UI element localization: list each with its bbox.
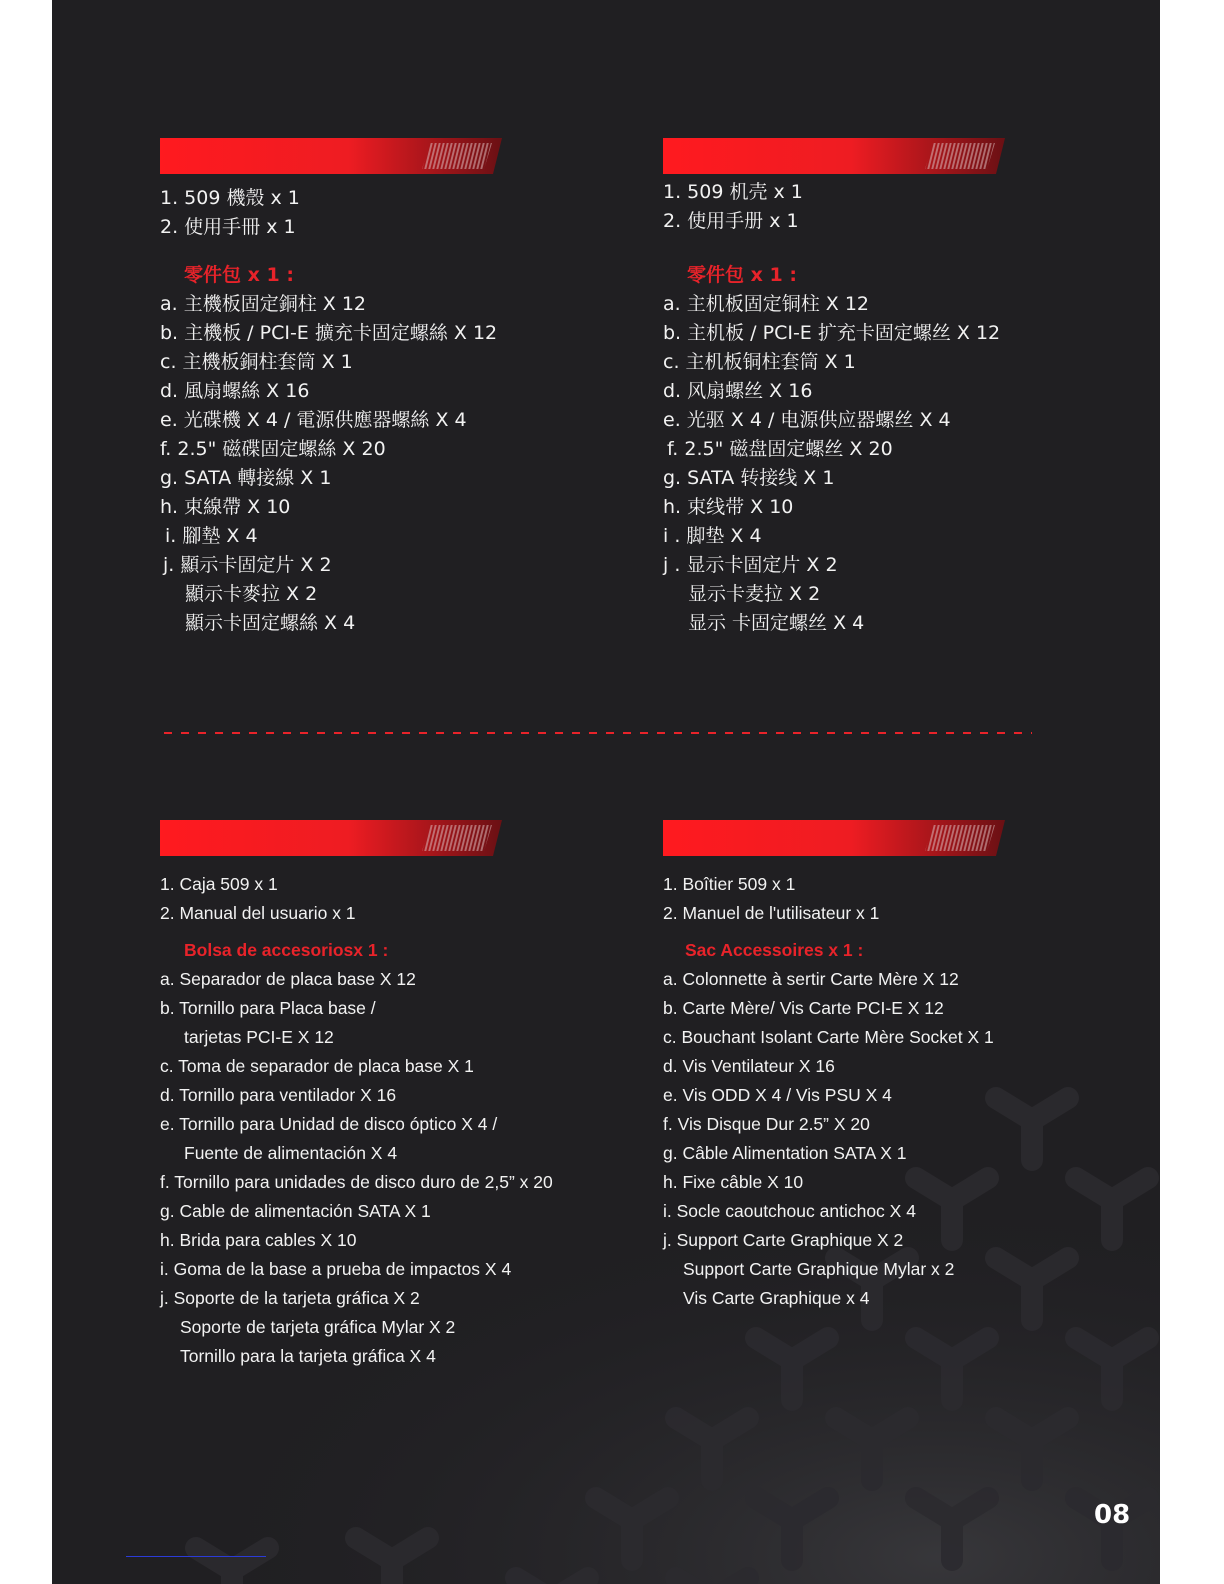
list-item: d. 風扇螺絲 X 16	[160, 380, 310, 402]
list-item: 1. Caja 509 x 1	[160, 874, 278, 894]
accessory-bag-title: Bolsa de accesoriosx 1 :	[184, 940, 389, 960]
list-item: h. 束線帶 X 10	[160, 496, 291, 518]
list-item: e. Vis ODD X 4 / Vis PSU X 4	[663, 1085, 892, 1105]
list-item: f. 2.5" 磁盘固定螺丝 X 20	[667, 438, 893, 460]
section-simplified-chinese	[663, 138, 1005, 638]
list-item: b. Tornillo para Placa base /	[160, 998, 376, 1018]
list-item: g. Cable de alimentación SATA X 1	[160, 1201, 431, 1221]
list-item: h. Fixe câble X 10	[663, 1172, 804, 1192]
list-item: b. 主机板 / PCI-E 扩充卡固定螺丝 X 12	[663, 322, 1001, 344]
list-item: e. 光驱 X 4 / 电源供应器螺丝 X 4	[663, 409, 951, 431]
list-item: 显示卡麦拉 X 2	[688, 583, 821, 605]
list-item: a. 主机板固定铜柱 X 12	[663, 293, 869, 315]
list-item: Fuente de alimentación X 4	[184, 1143, 398, 1163]
list-item: 2. Manuel de l'utilisateur x 1	[663, 903, 880, 923]
section-header-bar	[663, 820, 1005, 856]
footer-rule	[126, 1556, 266, 1557]
list-item: d. 风扇螺丝 X 16	[663, 380, 813, 402]
list-item: j. Soporte de la tarjeta gráfica X 2	[160, 1288, 420, 1308]
list-item: g. SATA 转接线 X 1	[663, 467, 835, 489]
list-item: tarjetas PCI-E X 12	[184, 1027, 334, 1047]
list-item: h. 束线带 X 10	[663, 496, 794, 518]
list-item: f. 2.5" 磁碟固定螺絲 X 20	[160, 438, 386, 460]
list-item: 1. Boîtier 509 x 1	[663, 874, 796, 894]
list-item: 2. 使用手冊 x 1	[160, 216, 296, 238]
list-item: g. Câble Alimentation SATA X 1	[663, 1143, 907, 1163]
page-number: 08	[1094, 1500, 1131, 1530]
list-item: Vis Carte Graphique x 4	[683, 1288, 870, 1308]
list-item: i. Goma de la base a prueba de impactos X 4	[160, 1259, 512, 1279]
section-french	[663, 820, 1005, 1313]
list-item: c. 主机板铜柱套筒 X 1	[663, 351, 856, 373]
accessory-bag-title: 零件包 x 1 :	[687, 264, 797, 286]
dashed-divider	[164, 732, 1032, 734]
list-item: d. Vis Ventilateur X 16	[663, 1056, 835, 1076]
list-item: j. 顯示卡固定片 X 2	[163, 554, 332, 576]
list-item: 显示 卡固定螺丝 X 4	[688, 612, 865, 634]
list-item: c. Toma de separador de placa base X 1	[160, 1056, 474, 1076]
list-item: a. Separador de placa base X 12	[160, 969, 416, 989]
list-item: i. 腳墊 X 4	[165, 525, 258, 547]
list-item: c. 主機板銅柱套筒 X 1	[160, 351, 353, 373]
section-header-bar	[160, 138, 502, 174]
manual-page	[52, 0, 1160, 1584]
list-item: f. Vis Disque Dur 2.5” X 20	[663, 1114, 870, 1134]
list-item: f. Tornillo para unidades de disco duro de 2,5” x 20	[160, 1172, 553, 1192]
list-item: 顯示卡固定螺絲 X 4	[185, 612, 356, 634]
list-item: c. Bouchant Isolant Carte Mère Socket X 1	[663, 1027, 994, 1047]
list-item: g. SATA 轉接線 X 1	[160, 467, 332, 489]
list-item: Tornillo para la tarjeta gráfica X 4	[180, 1346, 436, 1366]
list-item: h. Brida para cables X 10	[160, 1230, 357, 1250]
list-item: 1. 509 机壳 x 1	[663, 181, 803, 203]
section-header-bar	[663, 138, 1005, 174]
list-item: a. 主機板固定銅柱 X 12	[160, 293, 366, 315]
section-header-bar	[160, 820, 502, 856]
list-item: e. Tornillo para Unidad de disco óptico X 4 /	[160, 1114, 498, 1134]
accessory-bag-title: Sac Accessoires x 1 :	[685, 940, 864, 960]
list-item: Support Carte Graphique Mylar x 2	[683, 1259, 955, 1279]
list-item: e. 光碟機 X 4 / 電源供應器螺絲 X 4	[160, 409, 467, 431]
list-item: j. Support Carte Graphique X 2	[663, 1230, 904, 1250]
list-item: d. Tornillo para ventilador X 16	[160, 1085, 397, 1105]
list-item: j . 显示卡固定片 X 2	[663, 554, 838, 576]
list-item: a. Colonnette à sertir Carte Mère X 12	[663, 969, 959, 989]
list-item: 顯示卡麥拉 X 2	[185, 583, 318, 605]
list-item: Soporte de tarjeta gráfica Mylar X 2	[180, 1317, 456, 1337]
list-item: i. Socle caoutchouc antichoc X 4	[663, 1201, 916, 1221]
list-item: i . 脚垫 X 4	[663, 525, 762, 547]
section-spanish	[160, 820, 553, 1371]
list-item: 1. 509 機殼 x 1	[160, 187, 300, 209]
section-traditional-chinese	[160, 138, 502, 638]
list-item: b. 主機板 / PCI-E 擴充卡固定螺絲 X 12	[160, 322, 498, 344]
accessory-bag-title: 零件包 x 1 :	[184, 264, 294, 286]
list-item: 2. 使用手册 x 1	[663, 210, 799, 232]
list-item: 2. Manual del usuario x 1	[160, 903, 356, 923]
list-item: b. Carte Mère/ Vis Carte PCI-E X 12	[663, 998, 944, 1018]
